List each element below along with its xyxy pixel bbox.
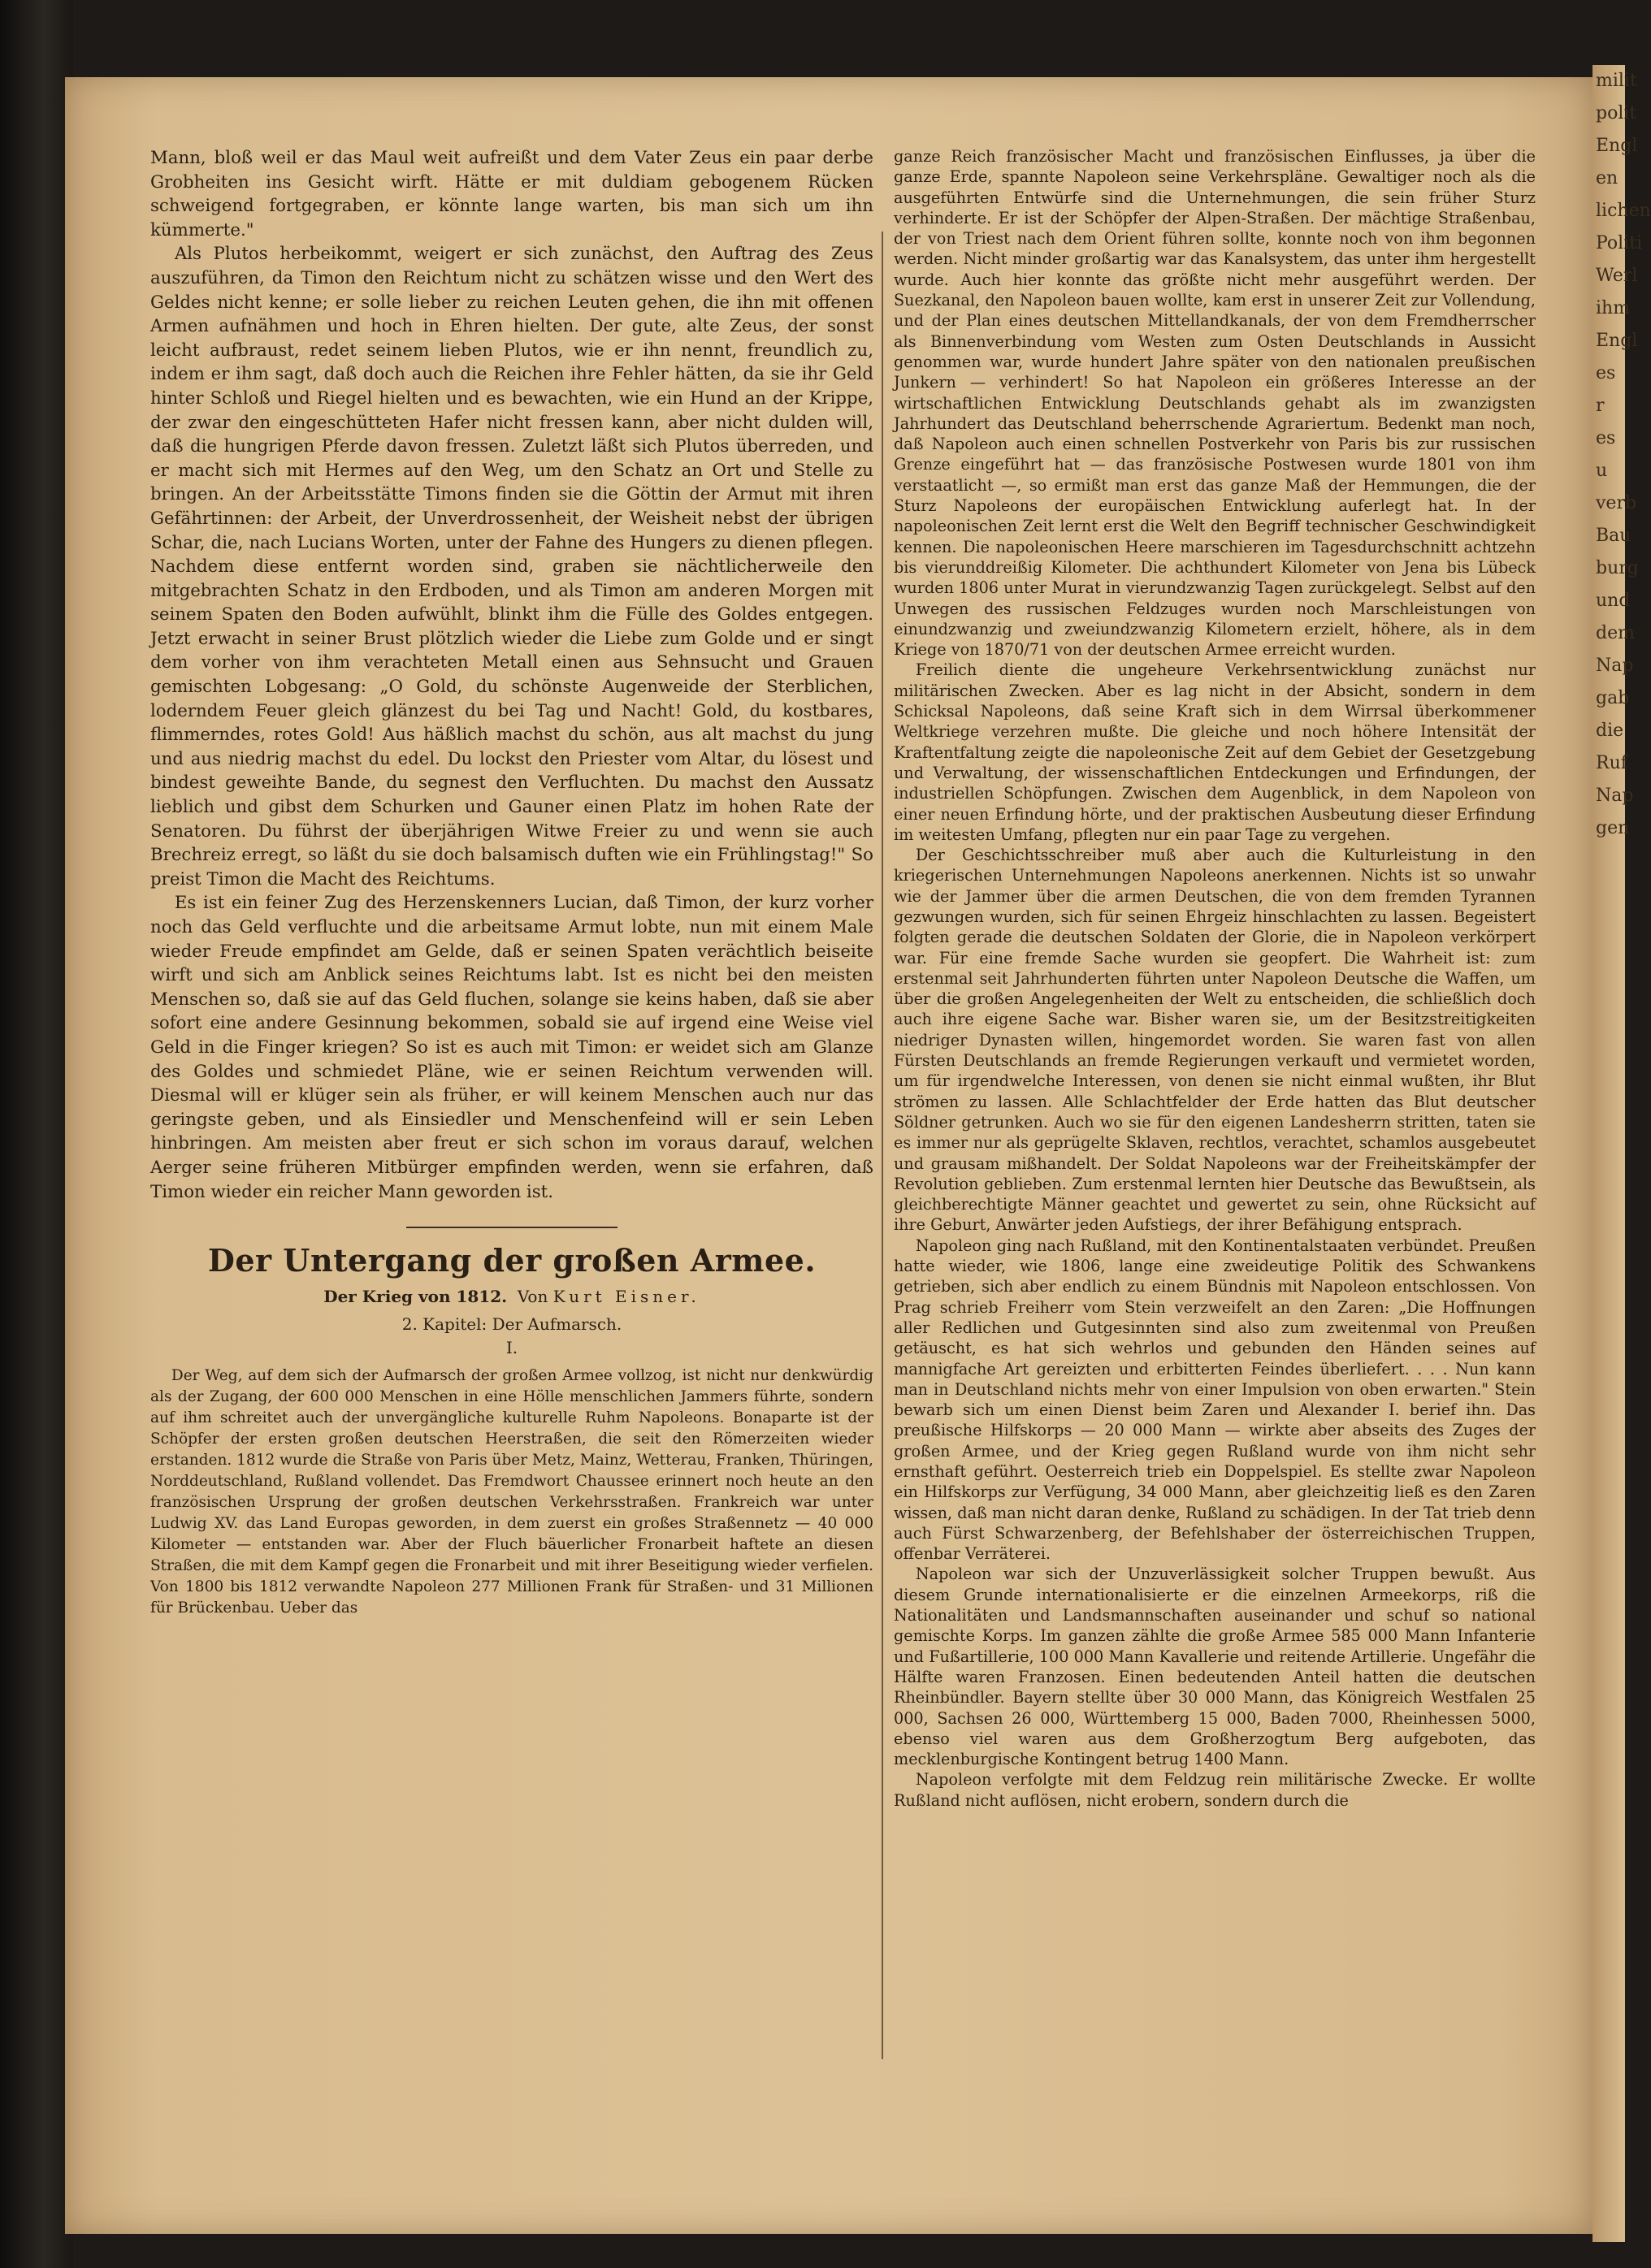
article-byline (150, 1285, 873, 1309)
next-page-fragment: burg (1596, 558, 1639, 578)
article-paragraph-1: Der Weg, auf dem sich der Aufmarsch der großen Armee vollzog, ist nicht nur denkwürdig als der Zugang, der 600 000 Menschen in eine Hölle menschlichen Jammers führte, sondern auf ihm schreitet auch der unvergängliche kulturelle Ruhm Napoleons. Bonaparte ist der Schöpfer der ersten großen deutschen Heerstraßen, die seit den Römerzeiten wieder erstanden. 1812 wurde die Straße von Paris über Metz, Mainz, Wetterau, Franken, Thüringen, Norddeutschland, Rußland vollendet. Das Fremdwort Chaussee erinnert noch heute an den französischen Ursprung der großen deutschen Verkehrsstraßen. Frankreich war unter Ludwig XV. das Land Europas geworden, in dem zuerst ein großes Straßennetz — 40 000 Kilometer — entstanden war. Aber der Fluch bäuerlicher Fronarbeit haftete an diesen Straßen, die mit dem Kampf gegen die Fronarbeit und mit ihrer Beseitigung wieder verfielen. Von 1800 bis 1812 verwandte Napoleon 277 Millionen Frank für Straßen- und 31 Millionen für Brückenbau. Ueber das (150, 1366, 873, 1617)
article-separator-rule (406, 1227, 618, 1228)
left-paragraph-1: Mann, bloß weil er das Maul weit aufreißt und dem Vater Zeus ein paar derbe Grobheiten ins Gesicht wirft. Hätte er mit duldiam gebogenem Rücken schweigend fortgegraben, er könnte lange warten, bis man sich um ihn kümmerte." (150, 148, 873, 240)
right-paragraph-6: Napoleon verfolgte mit dem Feldzug rein militärische Zwecke. Er wollte Rußland nicht auflösen, nicht erobern, sondern durch die (894, 1770, 1536, 1810)
next-page-fragment: die (1596, 721, 1624, 741)
next-page-fragment: Politi (1596, 233, 1643, 253)
byline-prefix: Von (517, 1287, 548, 1307)
column-divider (882, 232, 883, 2059)
left-paragraph-3: Es ist ein feiner Zug des Herzenskenners Lucian, daß Timon, der kurz vorher noch das Geld verfluchte und die arbeitsame Armut lobte, nun mit einem Male wieder Freude empfindet am Gelde, daß er seinen Spaten verächtlich beiseite wirft und sich am Anblick seines Reichtums labt. Ist es nicht bei den meisten Menschen so, daß sie auf das Geld fluchen, solange sie keins haben, daß sie aber sofort eine andere Gesinnung bekommen, sobald sie auf irgend eine Weise viel Geld in die Finger kriegen? So ist es auch mit Timon: er weidet sich am Glanze des Goldes und schmiedet Pläne, wie er seinen Reichtum verwenden will. Diesmal will er klüger sein als früher, er will keinem Menschen auch nur das geringste geben, und als Einsiedler und Menschenfeind will er sein Leben hinbringen. Am meisten aber freut er sich schon im voraus darauf, welchen Aerger seine früheren Mitbürger empfinden werden, wenn sie erfahren, daß Timon wieder ein reicher Mann geworden ist. (150, 893, 873, 1202)
next-page-fragment: ihm (1596, 298, 1631, 318)
next-page-fragment: Engl (1596, 136, 1638, 156)
book-spine (0, 0, 73, 2268)
next-page-fragment: Ruf (1596, 753, 1627, 773)
next-page-fragment: gab (1596, 688, 1630, 708)
next-page-fragment: und (1596, 591, 1631, 611)
next-page-fragment: es r (1596, 363, 1616, 416)
left-paragraph-2: Als Plutos herbeikommt, weigert er sich zunächst, den Auftrag des Zeus auszuführen, da Timon den Reichtum nicht zu schätzen wisse und den Wert des Geldes nicht kenne; er solle lieber zu reichen Leuten gehen, die ihn mit offenen Armen aufnähmen und hoch in Ehren hielten. Der gute, alte Zeus, der sonst leicht aufbraust, redet seinem lieben Plutos, wie er ihn nennt, freundlich zu, indem er ihm sagt, daß doch auch die Reichen ihre Fehler hätten, da sie ihr Geld hinter Schloß und Riegel hielten und es bewachten, wie ein Hund an der Krippe, der zwar den eingeschütteten Hafer nicht fressen kann, aber nicht dulden will, daß die hungrigen Pferde davon fressen. Zuletzt läßt sich Plutos überreden, und er macht sich mit Hermes auf den Weg, um den Schatz an Ort und Stelle zu bringen. An der Arbeitsstätte Timons finden sie die Göttin der Armut mit ihren Gefährtinnen: der Arbeit, der Unverdrossenheit, der Weisheit nebst der übrigen Schar, die, nach Lucians Worten, unter der Fahne des Hungers zu dienen pflegen. Nachdem diese entfernt worden sind, graben sie nächtlicherweile den mitgebrachten Schatz in den Erdboden, und als Timon am anderen Morgen mit seinem Spaten den Boden aufwühlt, blinkt ihm die Fülle des Goldes entgegen. Jetzt erwacht in seiner Brust plötzlich wieder die Liebe zum Golde und er singt dem vorher von ihm verachteten Metall einen aus Sehnsucht und Grauen gemischten Lobgesang: „O Gold, du schönste Augenweide der Sterblichen, loderndem Feuer gleich glänzest du bei Tag und Nacht! Gold, du kostbares, flimmerndes, rotes Gold! Aus häßlich machst du schön, aus alt machst du jung und aus niedrig machst du edel. Du lockst den Priester vom Altar, du lösest und bindest geweihte Bande, du segnest den Verfluchten. Du machst den Aussatz lieblich und gibst dem Schurken und Gauner einen Platz im hohen Rate der Senatoren. Du führst der überjährigen Witwe Freier zu und wenn sie auch Brechreiz erregt, so läßt du sie doch balsamisch duften wie ein Frühlingstag!" So preist Timon die Macht des Reichtums. (150, 244, 873, 889)
article-author: Kurt Eisner. (552, 1287, 700, 1307)
left-column (150, 146, 873, 2092)
right-paragraph-2: Freilich diente die ungeheure Verkehrsentwicklung zunächst nur militärischen Zwecken. Aber es lag nicht in der Absicht, sondern in dem Schicksal Napoleons, daß seine Kraft sich in dem Wirrsal überkommener Weltkriege verzehren mußte. Die gleiche und noch höhere Intensität der Kraftentfaltung zeigte die napoleonische Zeit auf dem Gebiet der Gesetzgebung und Verwaltung, der wissenschaftlichen Entdeckungen und Erfindungen, der industriellen Schöpfungen. Zwischen dem Augenblick, in dem Napoleon von einer neuen Erfindung hörte, und der praktischen Ausbeutung dieser Erfindung im weitesten Umfang, pflegten nur ein paar Tage zu vergehen. (894, 660, 1536, 844)
next-page-fragment: verb (1596, 493, 1637, 513)
next-page-edge (1592, 65, 1651, 2242)
next-page-fragment: dem (1596, 623, 1635, 643)
right-paragraph-3: Der Geschichtsschreiber muß aber auch die Kulturleistung in den kriegerischen Unternehmungen Napoleons anerkennen. Nichts ist so unwahr wie der Jammer über die armen Deutschen, die von dem fremden Tyrannen gezwungen wurden, sich für seinen Ehrgeiz hinschlachten zu lassen. Begeistert folgten gerade die deutschen Soldaten der Glorie, die in Napoleon verkörpert war. Für eine fremde Sache wurden sie geopfert. Die Wahrheit ist: zum erstenmal seit Jahrhunderten führten unter Napoleon Deutsche die Waffen, um über die großen Angelegenheiten der Welt zu entscheiden, die schließlich doch auch ihre eigene Sache war. Bisher waren sie, um der Besitzstreitigkeiten niedriger Dynasten willen, hingemordet worden. Sie waren fast von allen Fürsten Deutschlands an fremde Regierungen verkauft und vermietet worden, um für irgendwelche Interessen, von denen sie nicht einmal wußten, ihr Blut strömen zu lassen. Alle Schlachtfelder der Erde hatten das Blut deutscher Söldner getrunken. Auch wo sie für den eigenen Landesherrn stritten, taten sie es immer nur als geprügelte Sklaven, rechtlos, verachtet, schamlos ausgebeutet und grausam mißhandelt. Der Soldat Napoleons war der Freiheitskämpfer der Revolution geblieben. Zum erstenmal lernten hier Deutsche das Bewußtsein, als gleichberechtigte Männer geachtet und gewertet zu sein, ohne Rücksicht auf ihre Geburt, Anwärter jeden Aufstiegs, der ihrer Befähigung entsprach. (894, 846, 1536, 1235)
next-page-fragment: Nap (1596, 786, 1634, 806)
next-page-fragment: gen (1596, 818, 1630, 838)
article-section-number: I. (505, 1338, 518, 1358)
right-column (894, 146, 1536, 2092)
next-page-fragment: lichen (1596, 201, 1651, 221)
next-page-fragment: es u (1596, 428, 1616, 481)
next-page-fragment: Engl (1596, 331, 1638, 351)
article-chapter: 2. Kapitel: Der Aufmarsch. (401, 1314, 622, 1334)
next-page-fragment: Bau (1596, 526, 1632, 546)
right-paragraph-1: ganze Reich französischer Macht und französischen Einflusses, ja über die ganze Erde, spannte Napoleon seine Verkehrspläne. Gewaltiger noch als die ausgeführten Entwürfe sind die Unternehmungen, die sein früher Sturz verhinderte. Er ist der Schöpfer der Alpen-Straßen. Der mächtige Straßenbau, der von Triest nach dem Orient führen sollte, konnte noch von ihm begonnen werden. Nicht minder großartig war das Kanalsystem, das unter ihm hergestellt wurde. Auch hier konnte das größte nicht mehr ausgeführt werden. Der Suezkanal, den Napoleon bauen wollte, kam erst in unserer Zeit zur Vollendung, und der Plan eines deutschen Mittellandkanals, der von dem Fremdherrscher als Binnenverbindung vom Westen zum Osten Deutschlands in Aussicht genommen war, wurde hundert Jahre später von den nationalen preußischen Junkern — verhindert! So hat Napoleon ein größeres Interesse an der wirtschaftlichen Entwicklung Deutschlands gehabt als im zwanzigsten Jahrhundert das Deutschland beherrschende Agrariertum. Bedenkt man noch, daß Napoleon auch einen schnellen Postverkehr von Paris bis zur russischen Grenze eingeführt hat — das französische Postwesen wurde 1801 von ihm verstaatlicht —, so ermißt man erst das ganze Maß der Hemmungen, die der Sturz Napoleons der europäischen Entwicklung auferlegt hat. In der napoleonischen Zeit lernt erst die Welt den Begriff technischer Geschwindigkeit kennen. Die napoleonischen Heere marschieren im Tagesdurchschnitt achtzehn bis vierunddreißig Kilometer. Die achthundert Kilometer von Jena bis Lübeck wurden 1806 unter Murat in vierundzwanzig Tagen zurückgelegt. Selbst auf den Unwegen des russischen Feldzuges wurden noch Marschleistungen von einundzwanzig und zweiundzwanzig Kilometern erzielt, höhere, als in dem Kriege von 1870/71 von der deutschen Armee erreicht wurden. (894, 147, 1536, 660)
next-page-fragment: Nap (1596, 656, 1634, 676)
right-paragraph-4: Napoleon ging nach Rußland, mit den Kontinentalstaaten verbündet. Preußen hatte wieder, wie 1806, lange eine zweideutige Politik des Schwankens getrieben, sich aber endlich zu einem Bündnis mit Napoleon entschlossen. Von Prag schrieb Freiherr vom Stein verzweifelt an den Zaren: „Die Hoffnungen aller Redlichen und Gutgesinnten sind also zum zweitenmal von Preußen getäuscht, es hat sich wehrlos und gebunden den Händen seines auf mannigfache Art gereizten und erbitterten Feindes überliefert. . . . Nun kann man in Deutschland nichts mehr von einer Impulsion von oben erwarten." Stein bewarb sich um einen Dienst beim Zaren und Alexander I. berief ihn. Das preußische Hilfskorps — 20 000 Mann — wirkte aber abseits des Zuges der großen Armee, und der Krieg gegen Rußland wurde von ihm nicht sehr ernsthaft geführt. Oesterreich trieb ein Doppelspiel. Es stellte zwar Napoleon ein Hilfskorps zur Verfügung, 34 000 Mann, aber gleichzeitig ließ es den Zaren wissen, daß man nicht daran denke, Rußland zu schädigen. In der Tat trieb denn auch Fürst Schwarzenberg, der Befehlshaber der österreichischen Truppen, offenbar Verräterei. (894, 1236, 1536, 1564)
next-page-fragment: en (1596, 168, 1618, 188)
next-page-fragment: milit (1596, 71, 1637, 91)
next-page-fragment: polit (1596, 103, 1637, 123)
next-page-fragment: Werl (1596, 266, 1638, 286)
article-title: Der Untergang der großen Armee. (207, 1242, 817, 1279)
right-paragraph-5: Napoleon war sich der Unzuverlässigkeit solcher Truppen bewußt. Aus diesem Grunde internationalisierte er die einzelnen Armeekorps, riß die Nationalitäten und Landsmannschaften auseinander und schuf so national gemischte Korps. Im ganzen zählte die große Armee 585 000 Mann Infanterie und Fußartillerie, 100 000 Mann Kavallerie und reitende Artillerie. Ungefähr die Hälfte waren Franzosen. Einen bedeutenden Anteil hatten die deutschen Rheinbündler. Bayern stellte über 30 000 Mann, das Königreich Westfalen 25 000, Sachsen 26 000, Württemberg 15 000, Baden 7000, Rheinhessen 5000, ebenso viel waren aus dem Großherzogtum Berg aufgeboten, das mecklenburgische Kontingent betrug 1400 Mann. (894, 1565, 1536, 1769)
article-subtitle: Der Krieg von 1812. (323, 1287, 508, 1307)
